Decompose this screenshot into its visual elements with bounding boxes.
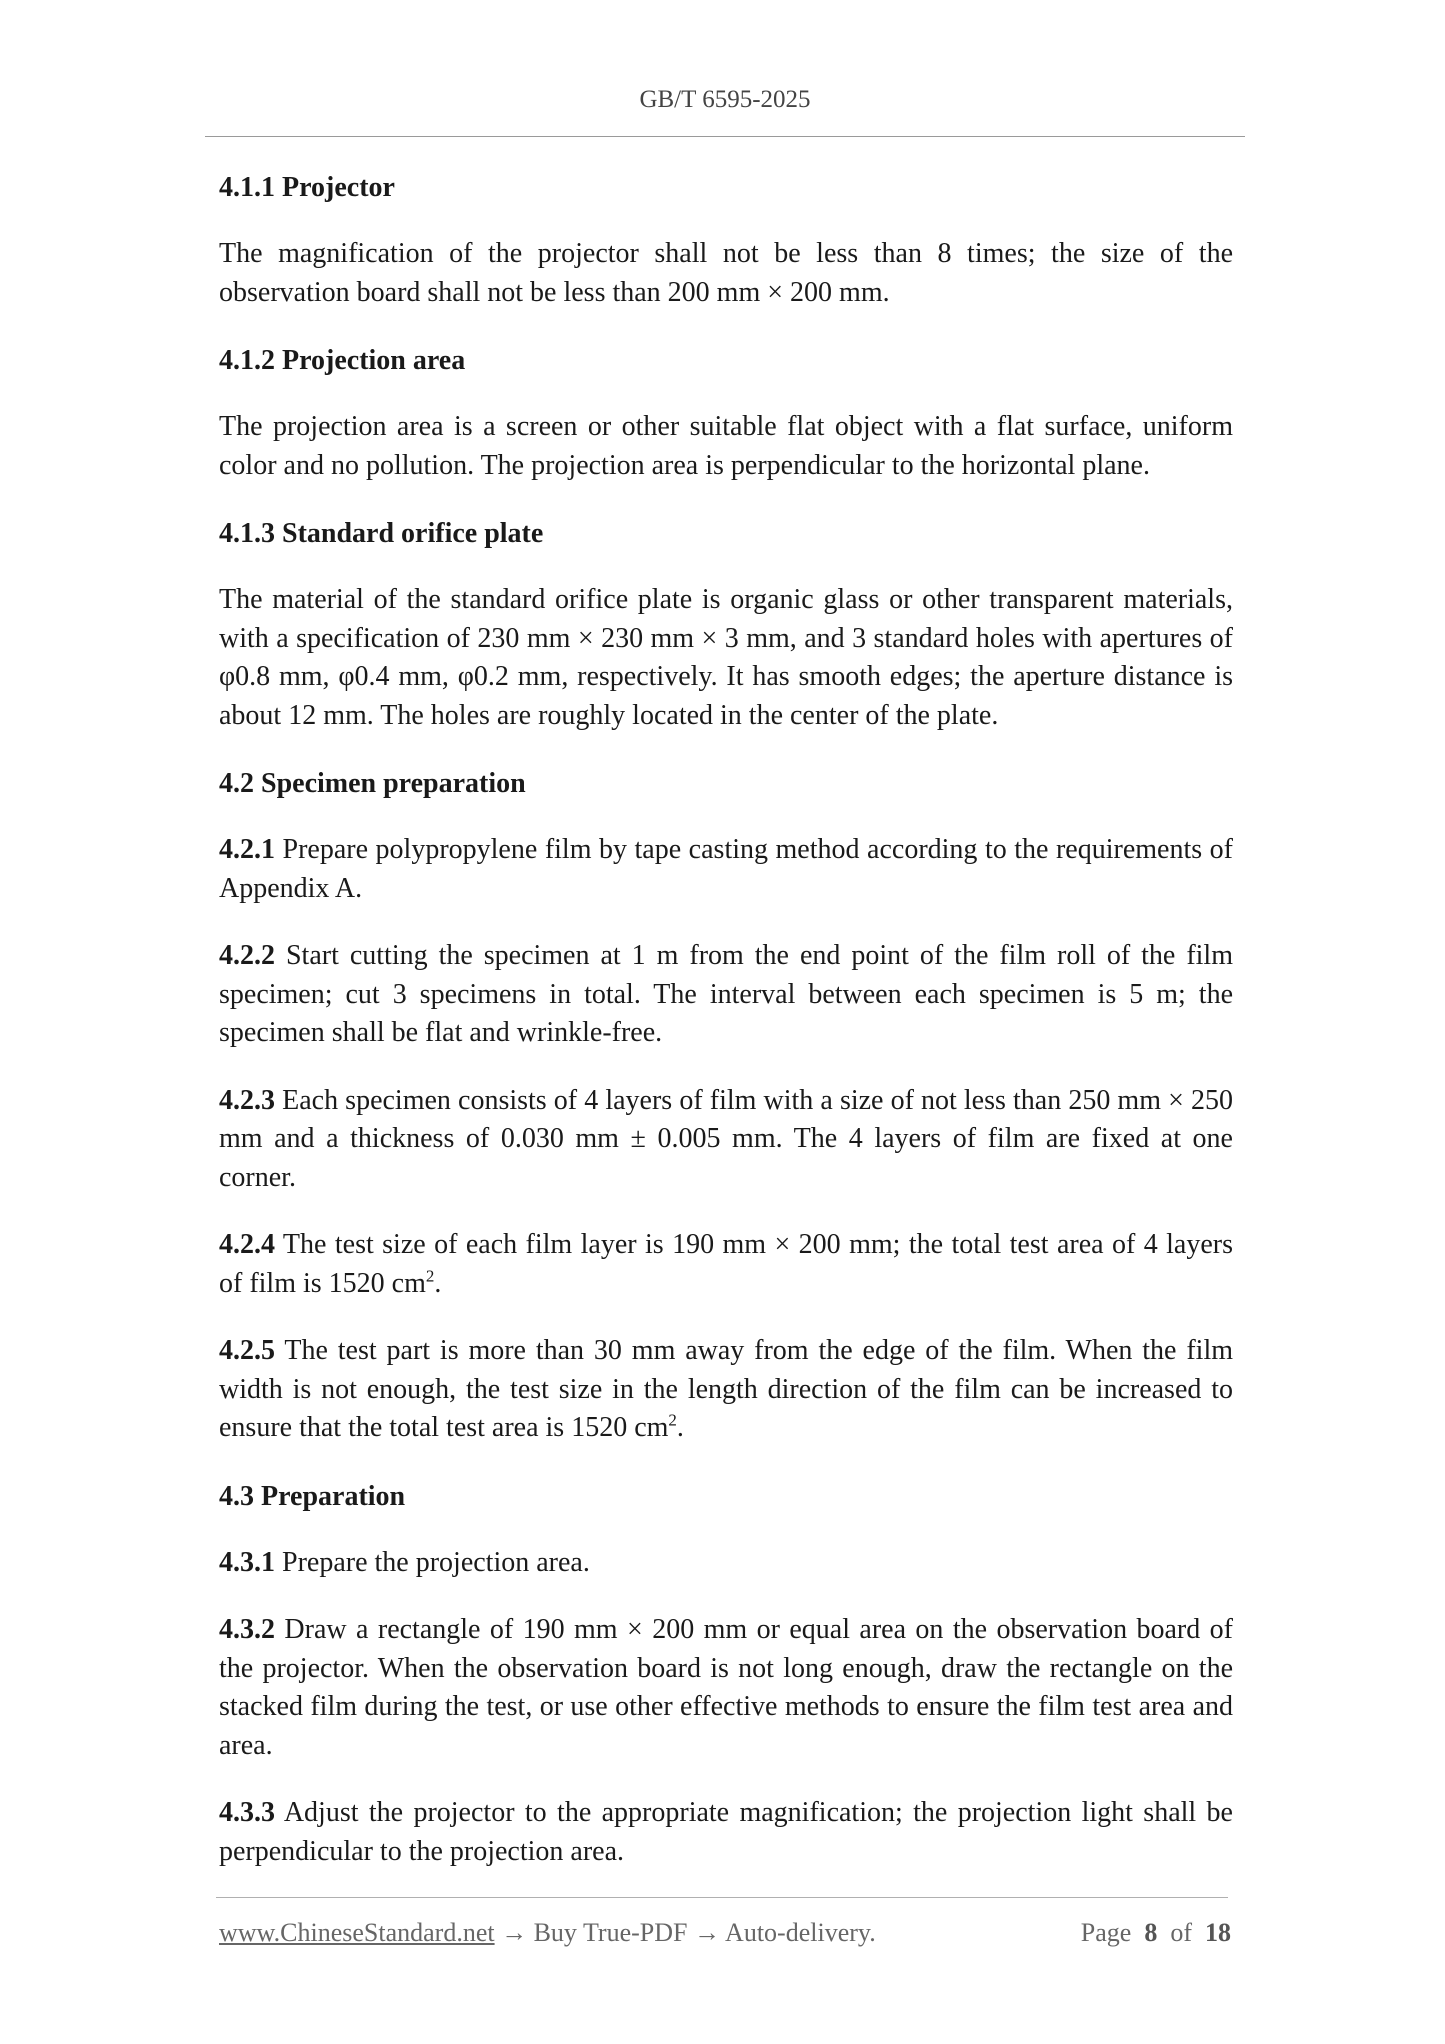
heading-4-2: 4.2 Specimen preparation	[219, 768, 526, 799]
clause-text: Adjust the projector to the appropriate magnification; the projection light shall be perpendicular to the projection area.	[219, 1797, 1233, 1867]
clause-4-3-3	[219, 1794, 1233, 1871]
clause-text: Prepare the projection area.	[275, 1546, 590, 1578]
clause-number: 4.2.4	[219, 1229, 275, 1260]
heading-4-1-3: 4.1.3 Standard orifice plate	[219, 518, 544, 549]
heading-4-1-1: 4.1.1 Projector	[219, 172, 395, 203]
footer-divider	[216, 1897, 1228, 1898]
clause-4-2-2	[219, 937, 1233, 1053]
clause-number: 4.2.2	[219, 940, 275, 971]
website-link[interactable]: www.ChineseStandard.net	[219, 1918, 495, 1947]
clause-4-3-2	[219, 1611, 1233, 1765]
heading-4-1-2: 4.1.2 Projection area	[219, 345, 466, 376]
clause-4-2-5	[219, 1332, 1233, 1448]
page-total: 18	[1205, 1918, 1231, 1947]
clause-text: The test part is more than 30 mm away from the edge of the film. When the film width is not enough, the test size in the length direction of the film can be increased to ensure that the total test area is 1520 cm	[219, 1335, 1233, 1443]
clause-number: 4.3.3	[219, 1797, 275, 1828]
clause-4-3-1	[219, 1544, 1233, 1583]
clause-4-2-4	[219, 1226, 1233, 1303]
clause-number: 4.3.2	[219, 1614, 275, 1645]
header-divider	[205, 136, 1245, 137]
running-header: GB/T 6595-2025	[639, 86, 811, 113]
page-footer	[219, 1918, 1231, 1948]
of-word: of	[1170, 1918, 1192, 1947]
clause-text: Start cutting the specimen at 1 m from the end point of the film roll of the film specimen; cut 3 specimens in total. The interval between each specimen is 5 m; the specimen shall be flat and wrinkle-free.	[219, 940, 1233, 1048]
superscript: 2	[425, 1266, 435, 1286]
clause-4-2-1	[219, 831, 1233, 908]
paragraph-4-1-2: The projection area is a screen or other suitable flat object with a flat surface, uniform color and no pollution. The projection area is perpendicular to the horizontal plane.	[219, 411, 1233, 481]
superscript: 2	[668, 1410, 677, 1430]
clause-tail: .	[434, 1267, 442, 1299]
clause-number: 4.3.1	[219, 1546, 275, 1578]
clause-tail: .	[676, 1412, 684, 1443]
footer-promo: → Buy True-PDF → Auto-delivery.	[494, 1918, 876, 1947]
page-current: 8	[1144, 1918, 1158, 1947]
heading-4-3: 4.3 Preparation	[219, 1480, 406, 1512]
clause-text: The test size of each film layer is 190 mm × 200 mm; the total test area of 4 layers of film is 1520 cm	[219, 1229, 1233, 1299]
clause-text: Prepare polypropylene film by tape casting method according to the requirements of Appendix A.	[219, 834, 1233, 904]
clause-text: Draw a rectangle of 190 mm × 200 mm or equal area on the observation board of the projector. When the observation board is not long enough, draw the rectangle on the stacked film during the test, or use other effective methods to ensure the film test area and area.	[219, 1614, 1233, 1761]
clause-number: 4.2.3	[219, 1084, 275, 1116]
paragraph-4-1-1: The magnification of the projector shall not be less than 8 times; the size of the observation board shall not be less than 200 mm × 200 mm.	[219, 238, 1233, 308]
page-indicator	[1081, 1918, 1231, 1948]
clause-text: Each specimen consists of 4 layers of film with a size of not less than 250 mm × 250 mm and a thickness of 0.030 mm ± 0.005 mm. The 4 layers of film are fixed at one corner.	[219, 1084, 1233, 1193]
page-word: Page	[1080, 1918, 1132, 1947]
clause-4-2-3	[219, 1082, 1233, 1198]
paragraph-4-1-3: The material of the standard orifice plate is organic glass or other transparent materials, with a specification of 230 mm × 230 mm × 3 mm, and 3 standard holes with apertures of φ0.8 mm, φ0.4 mm, φ0.2 mm, respectively. It has smooth edges; the aperture distance is about 12 mm. The holes are roughly located in the center of the plate.	[219, 584, 1233, 731]
page-body	[219, 168, 1233, 1871]
clause-number: 4.2.5	[219, 1335, 275, 1366]
clause-number: 4.2.1	[219, 834, 275, 865]
